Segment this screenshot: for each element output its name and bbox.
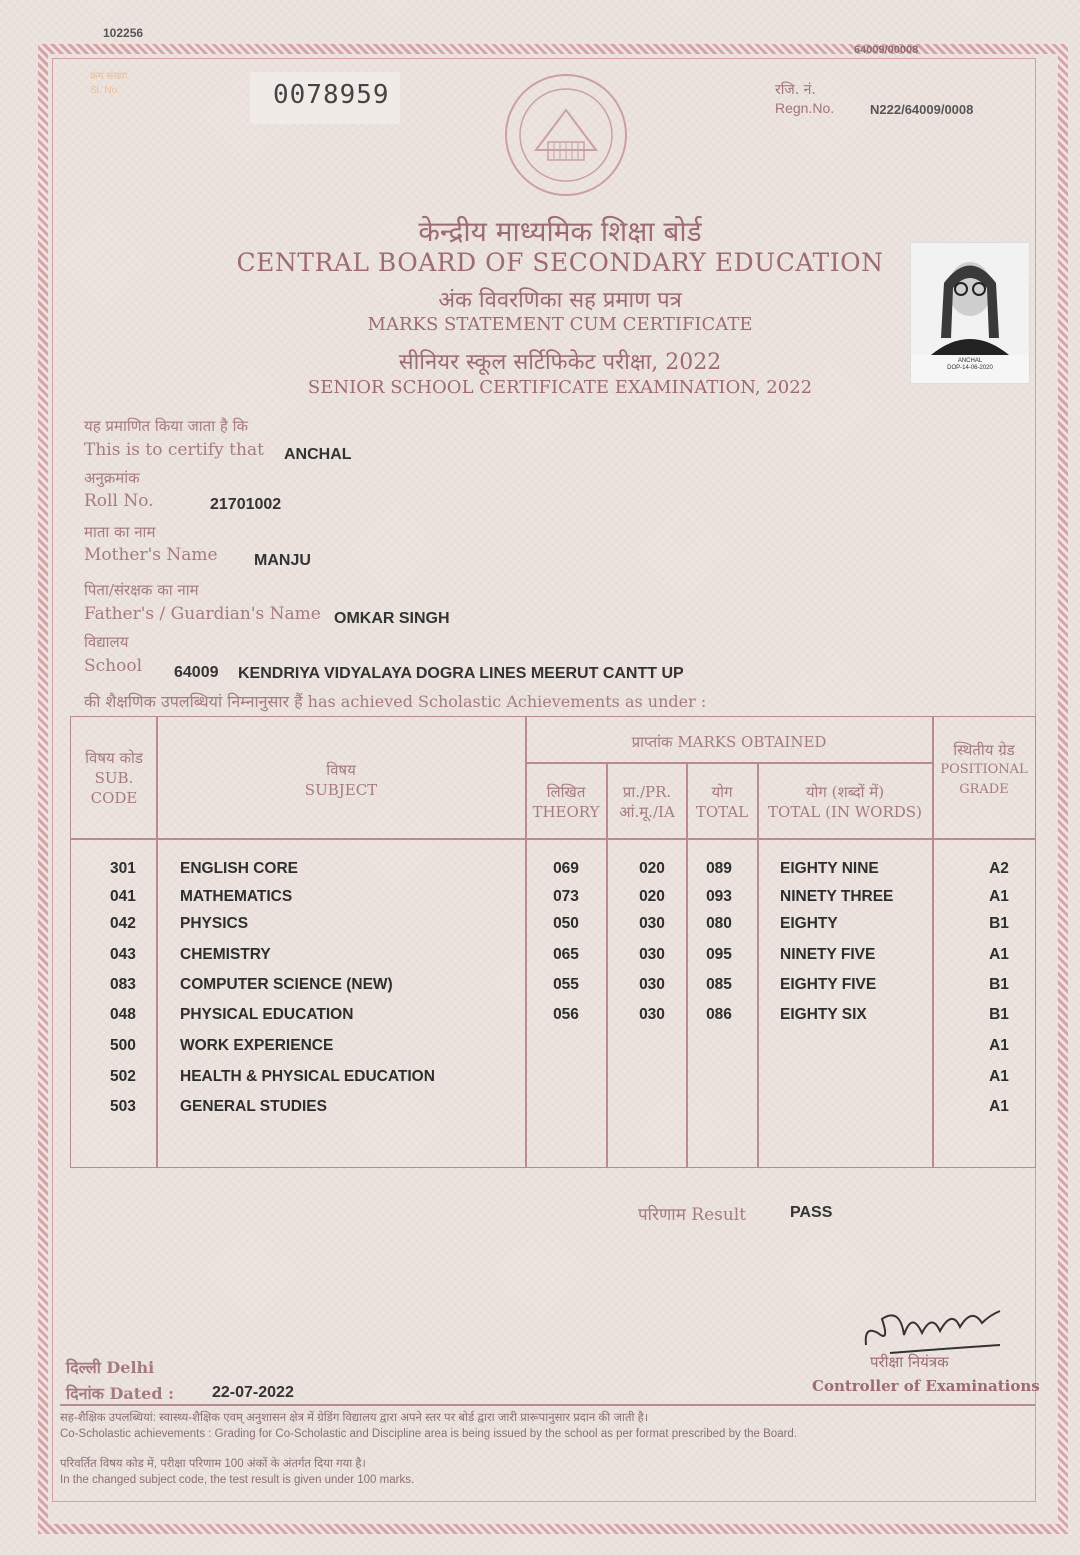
board-title-hi: केन्द्रीय माध्यमिक शिक्षा बोर्ड [418, 215, 702, 248]
cell-theory: 065 [553, 946, 579, 963]
cell-code: 083 [110, 976, 136, 993]
cell-grade: A1 [989, 888, 1009, 905]
statement-title-hi: अंक विवरणिका सह प्रमाण पत्र [438, 288, 682, 313]
th-code [72, 748, 156, 808]
cell-total: 086 [706, 1006, 732, 1023]
th-code-hi: विषय कोड [85, 749, 143, 767]
cell-grade: A1 [989, 1098, 1009, 1115]
table-divider [686, 762, 688, 1168]
cell-words: EIGHTY SIX [780, 1006, 867, 1023]
cell-subject: GENERAL STUDIES [180, 1098, 327, 1115]
cell-words: NINETY THREE [780, 888, 894, 905]
father-name: OMKAR SINGH [334, 610, 450, 627]
cell-grade: B1 [989, 976, 1009, 993]
city-label: दिल्ली Delhi [66, 1358, 155, 1377]
cell-words: NINETY FIVE [780, 946, 876, 963]
controller-label-en: Controller of Examinations [812, 1377, 1040, 1395]
th-grade-hi: स्थितीय ग्रेड [953, 741, 1015, 759]
result-label: परिणाम Result [638, 1205, 747, 1225]
dated-label: दिनांक Dated : [66, 1384, 174, 1403]
exam-title-hi: सीनियर स्कूल सर्टिफिकेट परीक्षा, 2022 [398, 350, 722, 375]
th-words [759, 782, 931, 822]
board-title-en: CENTRAL BOARD OF SECONDARY EDUCATION [236, 248, 884, 277]
controller-label-hi: परीक्षा नियंत्रक [870, 1353, 949, 1371]
faded-label-en: Sl. No. [90, 85, 121, 96]
dated-value: 22-07-2022 [212, 1384, 294, 1401]
cell-grade: A1 [989, 1068, 1009, 1085]
cell-words: EIGHTY [780, 915, 838, 932]
mother-label-hi: माता का नाम [84, 523, 156, 541]
th-subject-hi: विषय [326, 761, 356, 779]
cell-ia: 030 [639, 1006, 665, 1023]
cell-code: 503 [110, 1098, 136, 1115]
cell-subject: ENGLISH CORE [180, 860, 298, 877]
cell-subject: CHEMISTRY [180, 946, 271, 963]
cell-code: 500 [110, 1037, 136, 1054]
photo-date: DOP-14-06-2020 [947, 365, 993, 371]
th-theory [527, 782, 605, 822]
photo-caption [924, 358, 1016, 372]
certify-label-en: This is to certify that [84, 440, 264, 460]
cell-grade: A1 [989, 946, 1009, 963]
cell-theory: 050 [553, 915, 579, 932]
cell-theory: 055 [553, 976, 579, 993]
cell-code: 042 [110, 915, 136, 932]
cbse-seal-icon [496, 70, 636, 200]
cell-subject: HEALTH & PHYSICAL EDUCATION [180, 1068, 435, 1085]
cell-ia: 030 [639, 946, 665, 963]
note-co-scholastic-en: Co-Scholastic achievements : Grading for Co-Scholastic and Discipline area is being issued by the school as per format prescribed by the Board. [60, 1428, 798, 1440]
cell-total: 085 [706, 976, 732, 993]
roll-number: 21701002 [210, 496, 282, 513]
note-changed-code-hi: परिवर्तित विषय कोड में, परीक्षा परिणाम 100 अंकों के अंतर्गत दिया गया है। [60, 1458, 366, 1470]
cell-code: 048 [110, 1006, 136, 1023]
serial-number: 0078959 [273, 80, 390, 110]
th-total [688, 782, 756, 822]
footer-divider [60, 1404, 1035, 1406]
cell-subject: WORK EXPERIENCE [180, 1037, 334, 1054]
cell-theory: 073 [553, 888, 579, 905]
note-changed-code-en: In the changed subject code, the test result is given under 100 marks. [60, 1474, 415, 1486]
achievements-line: की शैक्षणिक उपलब्धियां निम्नानुसार हैं has achieved Scholastic Achievements as under : [84, 692, 707, 711]
cell-code: 502 [110, 1068, 136, 1085]
th-total-en: TOTAL [695, 803, 749, 821]
student-portrait-icon [911, 243, 1029, 355]
cell-subject: PHYSICS [180, 915, 249, 932]
school-label-hi: विद्यालय [84, 633, 129, 651]
cell-total: 095 [706, 946, 732, 963]
cell-subject: PHYSICAL EDUCATION [180, 1006, 354, 1023]
school-name: KENDRIYA VIDYALAYA DOGRA LINES MEERUT CANTT UP [238, 665, 684, 682]
regn-label-en: Regn.No. [775, 100, 835, 116]
th-theory-hi: लिखित [546, 783, 586, 801]
cell-total: 080 [706, 915, 732, 932]
th-total-hi: योग [711, 783, 733, 801]
th-subject [158, 760, 524, 800]
cell-subject: COMPUTER SCIENCE (NEW) [180, 976, 393, 993]
regn-number: N222/64009/0008 [870, 102, 974, 117]
roll-label-hi: अनुक्रमांक [84, 469, 140, 487]
th-code-en: SUB. CODE [90, 769, 138, 807]
mother-label-en: Mother's Name [84, 545, 218, 565]
cell-total: 089 [706, 860, 732, 877]
cell-total: 093 [706, 888, 732, 905]
top-number: 102256 [103, 26, 144, 40]
table-divider [757, 762, 759, 1168]
result-value: PASS [790, 1204, 833, 1221]
th-marks: प्राप्तांक MARKS OBTAINED [631, 733, 827, 751]
school-label-en: School [84, 656, 143, 676]
cell-subject: MATHEMATICS [180, 888, 293, 905]
roll-label-en: Roll No. [84, 491, 154, 511]
faded-label-hi: क्रम संख्या [90, 71, 128, 82]
cell-grade: B1 [989, 1006, 1009, 1023]
cell-code: 301 [110, 860, 136, 877]
table-divider [606, 762, 608, 1168]
th-words-en: TOTAL (IN WORDS) [768, 803, 922, 821]
regn-label-hi: रजि. नं. [775, 82, 816, 98]
cell-ia: 020 [639, 860, 665, 877]
th-grade [934, 740, 1034, 800]
cell-ia: 030 [639, 976, 665, 993]
th-words-hi: योग (शब्दों में) [805, 783, 885, 801]
th-grade-en: POSITIONAL GRADE [940, 762, 1028, 797]
mother-name: MANJU [254, 552, 311, 569]
top-code: 64009/00008 [854, 44, 919, 56]
cell-theory: 056 [553, 1006, 579, 1023]
cell-code: 041 [110, 888, 136, 905]
photo-name: ANCHAL [957, 358, 983, 364]
cell-theory: 069 [553, 860, 579, 877]
cell-words: EIGHTY FIVE [780, 976, 877, 993]
cell-grade: A1 [989, 1037, 1009, 1054]
statement-title-en: MARKS STATEMENT CUM CERTIFICATE [367, 314, 753, 335]
exam-title-en: SENIOR SCHOOL CERTIFICATE EXAMINATION, 2022 [307, 377, 813, 398]
th-theory-en: THEORY [532, 803, 600, 821]
cell-words: EIGHTY NINE [780, 860, 879, 877]
certify-label-hi: यह प्रमाणित किया जाता है कि [84, 417, 248, 435]
th-subject-en: SUBJECT [304, 781, 378, 799]
note-co-scholastic-hi: सह-शैक्षिक उपलब्धियां: स्वास्थ्य-शैक्षिक एवम् अनुशासन क्षेत्र में ग्रेडिंग विद्यालय द्वारा अपने स्तर पर बोर्ड द्वारा जारी प्रारूपानुसार प्रदान की जाती है। [60, 1412, 649, 1424]
student-name: ANCHAL [284, 446, 352, 463]
cell-grade: A2 [989, 860, 1009, 877]
cell-code: 043 [110, 946, 136, 963]
th-ia: प्रा./PR. आं.मू./IA [619, 783, 675, 821]
school-code: 64009 [174, 664, 219, 681]
cell-grade: B1 [989, 915, 1009, 932]
father-label-en: Father's / Guardian's Name [84, 604, 321, 624]
faded-serial-label [90, 70, 220, 110]
table-divider [70, 838, 1036, 840]
cell-ia: 020 [639, 888, 665, 905]
cell-ia: 030 [639, 915, 665, 932]
table-divider [525, 762, 932, 764]
father-label-hi: पिता/संरक्षक का नाम [84, 581, 199, 599]
